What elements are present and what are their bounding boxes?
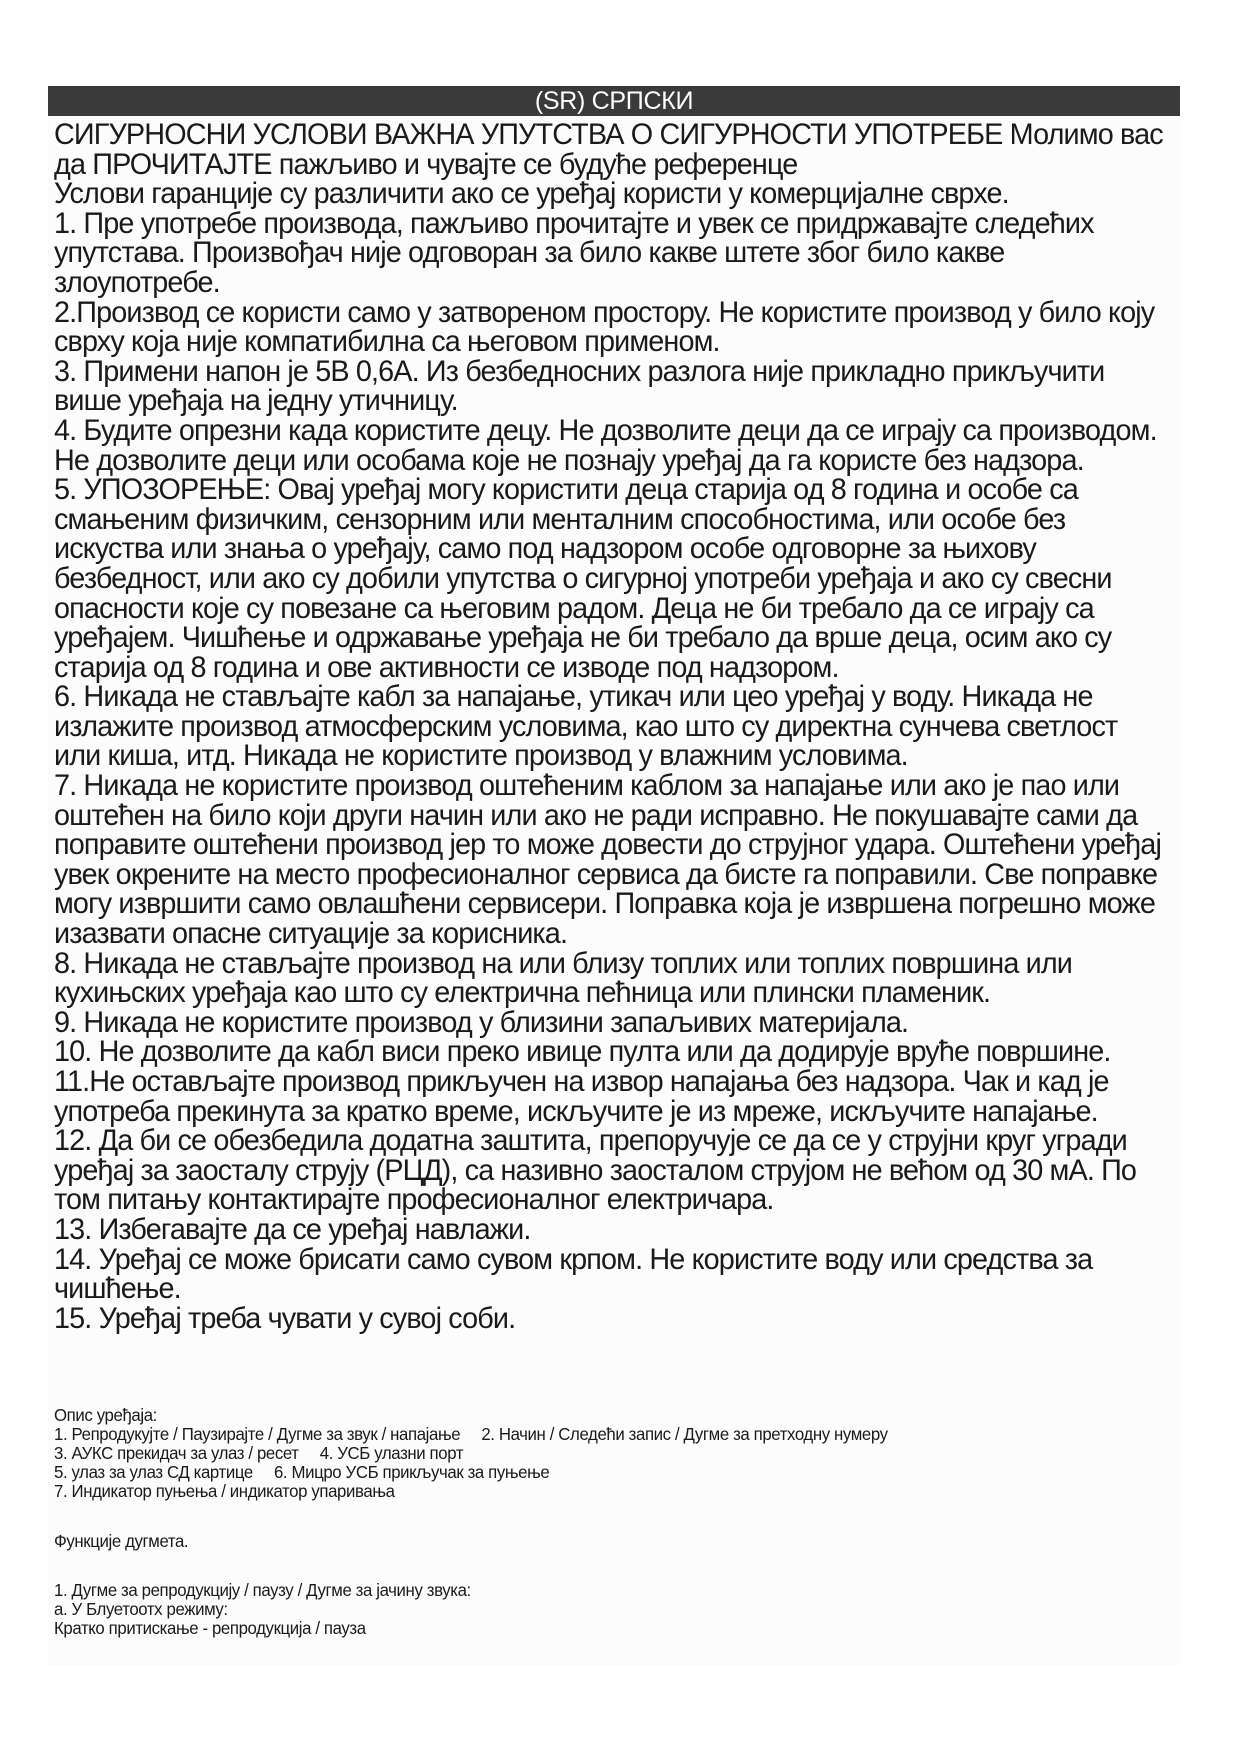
device-parts-row xyxy=(54,1425,888,1444)
device-description xyxy=(54,1406,888,1501)
device-description-heading: Опис уређаја: xyxy=(54,1405,157,1425)
safety-line: 6. Никада не стављајте кабл за напајање, утикач или цео уређај у воду. Никада не xyxy=(54,680,1093,714)
device-part-5: 5. улаз за улаз СД картице xyxy=(54,1462,253,1482)
safety-line: старија од 8 година и ове активности се изводе под надзором. xyxy=(54,650,839,684)
safety-line: 14. Уређај се може брисати само сувом крпом. Не користите воду или средства за xyxy=(54,1242,1093,1276)
safety-line: том питању контактирајте професионалног електричара. xyxy=(54,1183,774,1217)
safety-line: кухињских уређаја као што су електрична пећница или плински пламеник. xyxy=(54,976,991,1010)
safety-line: 4. Будите опрезни када користите децу. Не дозволите деци да се играју са производом. xyxy=(54,413,1157,447)
safety-line: употреба прекинута за кратко време, искључите је из мреже, искључите напајање. xyxy=(54,1094,1098,1128)
safety-line: смањеним физичким, сензорним или менталним способностима, или особе без xyxy=(54,502,1066,536)
safety-line: уређај за заосталу струју (РЦД), са називно заосталом струјом не већом од 30 мА. По xyxy=(54,1153,1137,1187)
device-part-3: 3. АУКС прекидач за улаз / ресет xyxy=(54,1443,299,1463)
button-functions xyxy=(54,1532,471,1638)
safety-line: излажите производ атмосферским условима, као што су директна сунчева светлост xyxy=(54,709,1118,743)
safety-line: 13. Избегавајте да се уређај навлажи. xyxy=(54,1212,531,1246)
button-functions-heading: Функције дугмета. xyxy=(54,1531,189,1551)
safety-line: искуства или знања о уређају, само под надзором особе одговорне за њихову xyxy=(54,532,1036,566)
safety-line: 15. Уређај треба чувати у сувој соби. xyxy=(54,1301,516,1335)
safety-line: уређајем. Чишћење и одржавање уређаја не би требало да врше деца, осим ако су xyxy=(54,621,1112,655)
safety-line: више уређаја на једну утичницу. xyxy=(54,384,458,418)
safety-line: поправите оштећени производ јер то може довести до струјног удара. Оштећени уређај xyxy=(54,828,1161,862)
device-part-4: 4. УСБ улазни порт xyxy=(319,1443,464,1463)
safety-line: 12. Да би се обезбедила додатна заштита, препоручује се да се у струјни круг угради xyxy=(54,1124,1127,1158)
safety-line: упутстава. Произвођач није одговоран за било какве штете због било какве xyxy=(54,236,1005,270)
safety-line: 3. Примени напон је 5В 0,6А. Из безбедносних разлога није прикладно прикључити xyxy=(54,354,1105,388)
safety-line: изазвати опасне ситуације за корисника. xyxy=(54,917,568,951)
safety-line: сврху која није компатибилна са његовом применом. xyxy=(54,325,720,359)
safety-line: увек окрените на место професионалног сервиса да бисте га поправили. Све поправке xyxy=(54,857,1158,891)
manual-page xyxy=(48,86,1180,1666)
safety-line: 7. Никада не користите производ оштећеним каблом за напајање или ако је пао или xyxy=(54,769,1120,803)
button-function-1: 1. Дугме за репродукцију / паузу / Дугме за јачину звука: xyxy=(54,1580,471,1600)
safety-line: 10. Не дозволите да кабл виси преко ивице пулта или да додирује вруће површине. xyxy=(54,1035,1111,1069)
safety-line: Услови гаранције су различити ако се уређај користи у комерцијалне сврхе. xyxy=(54,177,1009,211)
safety-line: 2.Производ се користи само у затвореном простору. Не користите производ у било коју xyxy=(54,295,1155,329)
safety-line: могу извршити само овлашћени сервисери. Поправка која је извршена погрешно може xyxy=(54,887,1156,921)
safety-line: 9. Никада не користите производ у близини запаљивих материјала. xyxy=(54,1005,909,1039)
safety-line: 8. Никада не стављајте производ на или близу топлих или топлих површина или xyxy=(54,946,1073,980)
safety-line: Не дозволите деци или особама које не познају уређај да га користе без надзора. xyxy=(54,443,1084,477)
safety-line: или киша, итд. Никада не користите производ у влажним условима. xyxy=(54,739,908,773)
safety-line: 5. УПОЗОРЕЊЕ: Овај уређај могу користити деца старија од 8 година и особе са xyxy=(54,473,1078,507)
safety-line: 1. Пре употребе производа, пажљиво прочитајте и увек се придржавајте следећих xyxy=(54,206,1094,240)
safety-line: СИГУРНОСНИ УСЛОВИ ВАЖНА УПУТСТВА О СИГУРНОСТИ УПОТРЕБЕ Молимо вас xyxy=(54,118,1163,151)
device-part-6: 6. Мицро УСБ прикључак за пуњење xyxy=(273,1462,550,1482)
safety-line: да ПРОЧИТАЈТЕ пажљиво и чувајте се будуће референце xyxy=(54,147,798,181)
device-parts-row xyxy=(54,1444,888,1463)
safety-line: 11.Не остављајте производ прикључен на извор напајања без надзора. Чак и кад је xyxy=(54,1065,1109,1098)
device-part-2: 2. Начин / Следећи запис / Дугме за претходну нумеру xyxy=(481,1424,888,1444)
short-press-description: Кратко притискање - репродукција / пауза xyxy=(54,1618,366,1638)
safety-line: чишћење. xyxy=(54,1272,181,1306)
safety-line: оштећен на било који други начин или ако не ради исправно. Не покушавајте сами да xyxy=(54,798,1138,832)
device-part-1: 1. Репродукујте / Паузирајте / Дугме за звук / напајање xyxy=(54,1424,461,1444)
language-label: (SR) СРПСКИ xyxy=(534,87,694,115)
safety-line: злоупотребе. xyxy=(54,265,220,299)
device-part-7: 7. Индикатор пуњења / индикатор упаривања xyxy=(54,1481,395,1501)
safety-instructions xyxy=(54,120,1172,1333)
safety-line: опасности које су повезане са његовим радом. Деца не би требало да се играју са xyxy=(54,591,1094,625)
bluetooth-mode-label: а. У Блуетоотх режиму: xyxy=(54,1599,228,1619)
language-header-bar xyxy=(48,86,1180,116)
device-parts-row xyxy=(54,1463,888,1482)
safety-line: безбедност, или ако су добили упутства о сигурној употреби уређаја и ако су свесни xyxy=(54,561,1112,595)
